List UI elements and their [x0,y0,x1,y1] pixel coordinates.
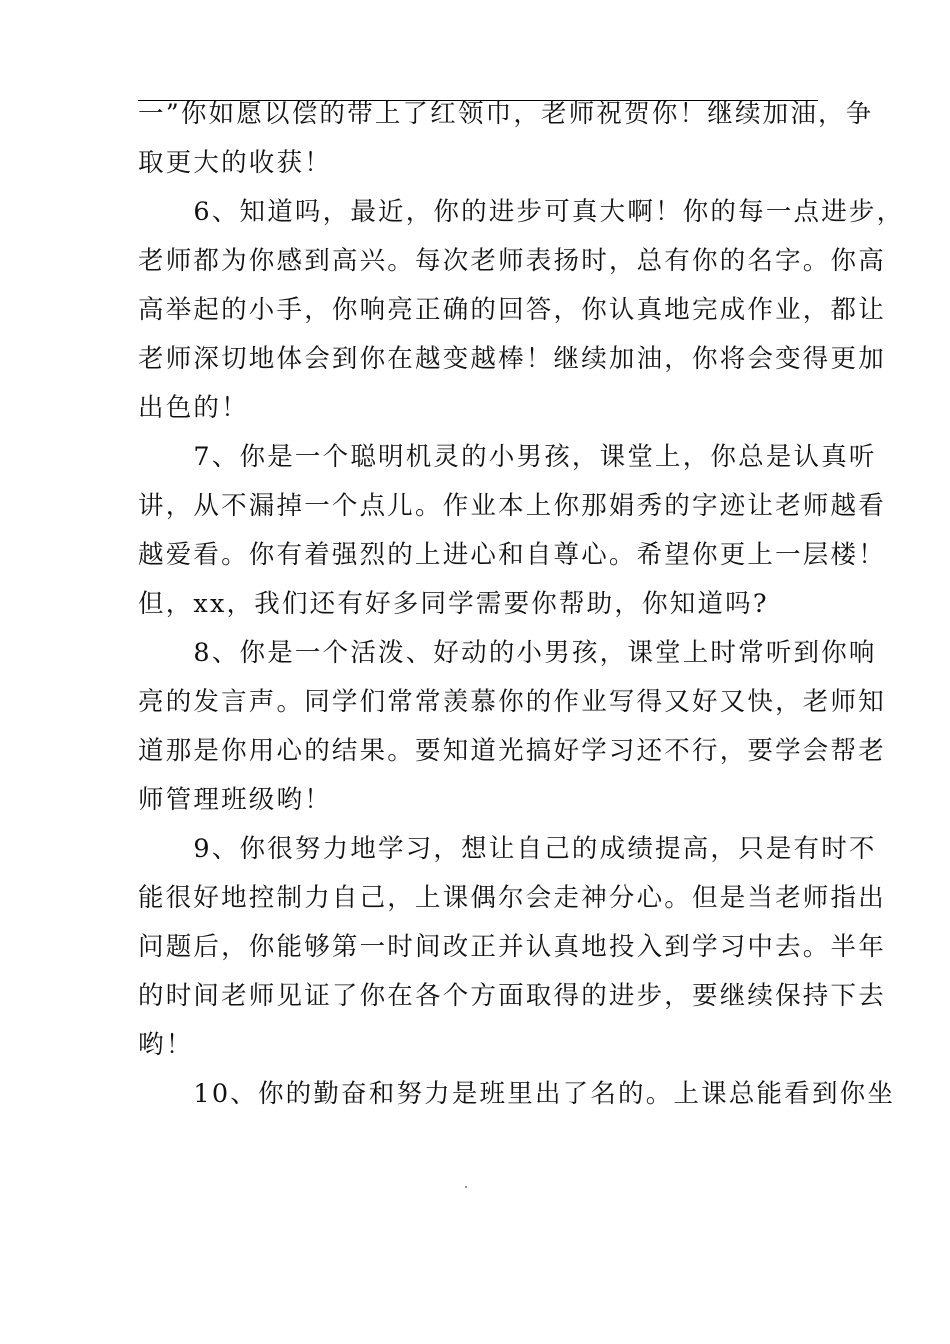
text-line: 问题后，你能够第一时间改正并认真地投入到学习中去。半年 [138,932,886,962]
text-line: 的时间老师见证了你在各个方面取得的进步，要继续保持下去 [138,981,886,1011]
text-line: 能很好地控制力自己，上课偶尔会走神分心。但是当老师指出 [138,883,886,913]
text-line: 越爱看。你有着强烈的上进心和自尊心。希望你更上一层楼！ [138,540,886,570]
text-line: 取更大的收获！ [138,148,332,178]
text-line: 师管理班级哟！ [138,785,332,815]
text-line: 高举起的小手，你响亮正确的回答，你认真地完成作业，都让 [138,295,886,325]
text-line: 讲，从不漏掉一个点儿。作业本上你那娟秀的字迹让老师越看 [138,491,886,521]
text-line: 老师深切地体会到你在越变越棒！继续加油，你将会变得更加 [138,344,886,374]
text-line: 10、你的勤奋和努力是班里出了名的。上课总能看到你坐 [138,1079,896,1109]
text-line: 一”你如愿以偿的带上了红领巾，老师祝贺你！继续加油，争 [138,99,874,129]
text-line: 9、你很努力地学习，想让自己的成绩提高，只是有时不 [138,834,877,864]
text-line: 亮的发言声。同学们常常羡慕你的作业写得又好又快，老师知 [138,687,886,717]
text-line: 但，xx，我们还有好多同学需要你帮助，你知道吗? [138,589,769,619]
text-line: 哟！ [138,1030,194,1060]
text-line: 8、你是一个活泼、好动的小男孩，课堂上时常听到你响 [138,638,877,668]
text-line: 7、你是一个聪明机灵的小男孩，课堂上，你总是认真听 [138,442,877,472]
text-line: 道那是你用心的结果。要知道光搞好学习还不行，要学会帮老 [138,736,886,766]
text-line: 6、知道吗，最近，你的进步可真大啊！你的每一点进步， [138,197,905,227]
text-line: 老师都为你感到高兴。每次老师表扬时，总有你的名字。你高 [138,246,886,276]
body-text [138,90,905,1119]
footer-mark [465,1186,467,1188]
text-line: 出色的！ [138,393,249,423]
